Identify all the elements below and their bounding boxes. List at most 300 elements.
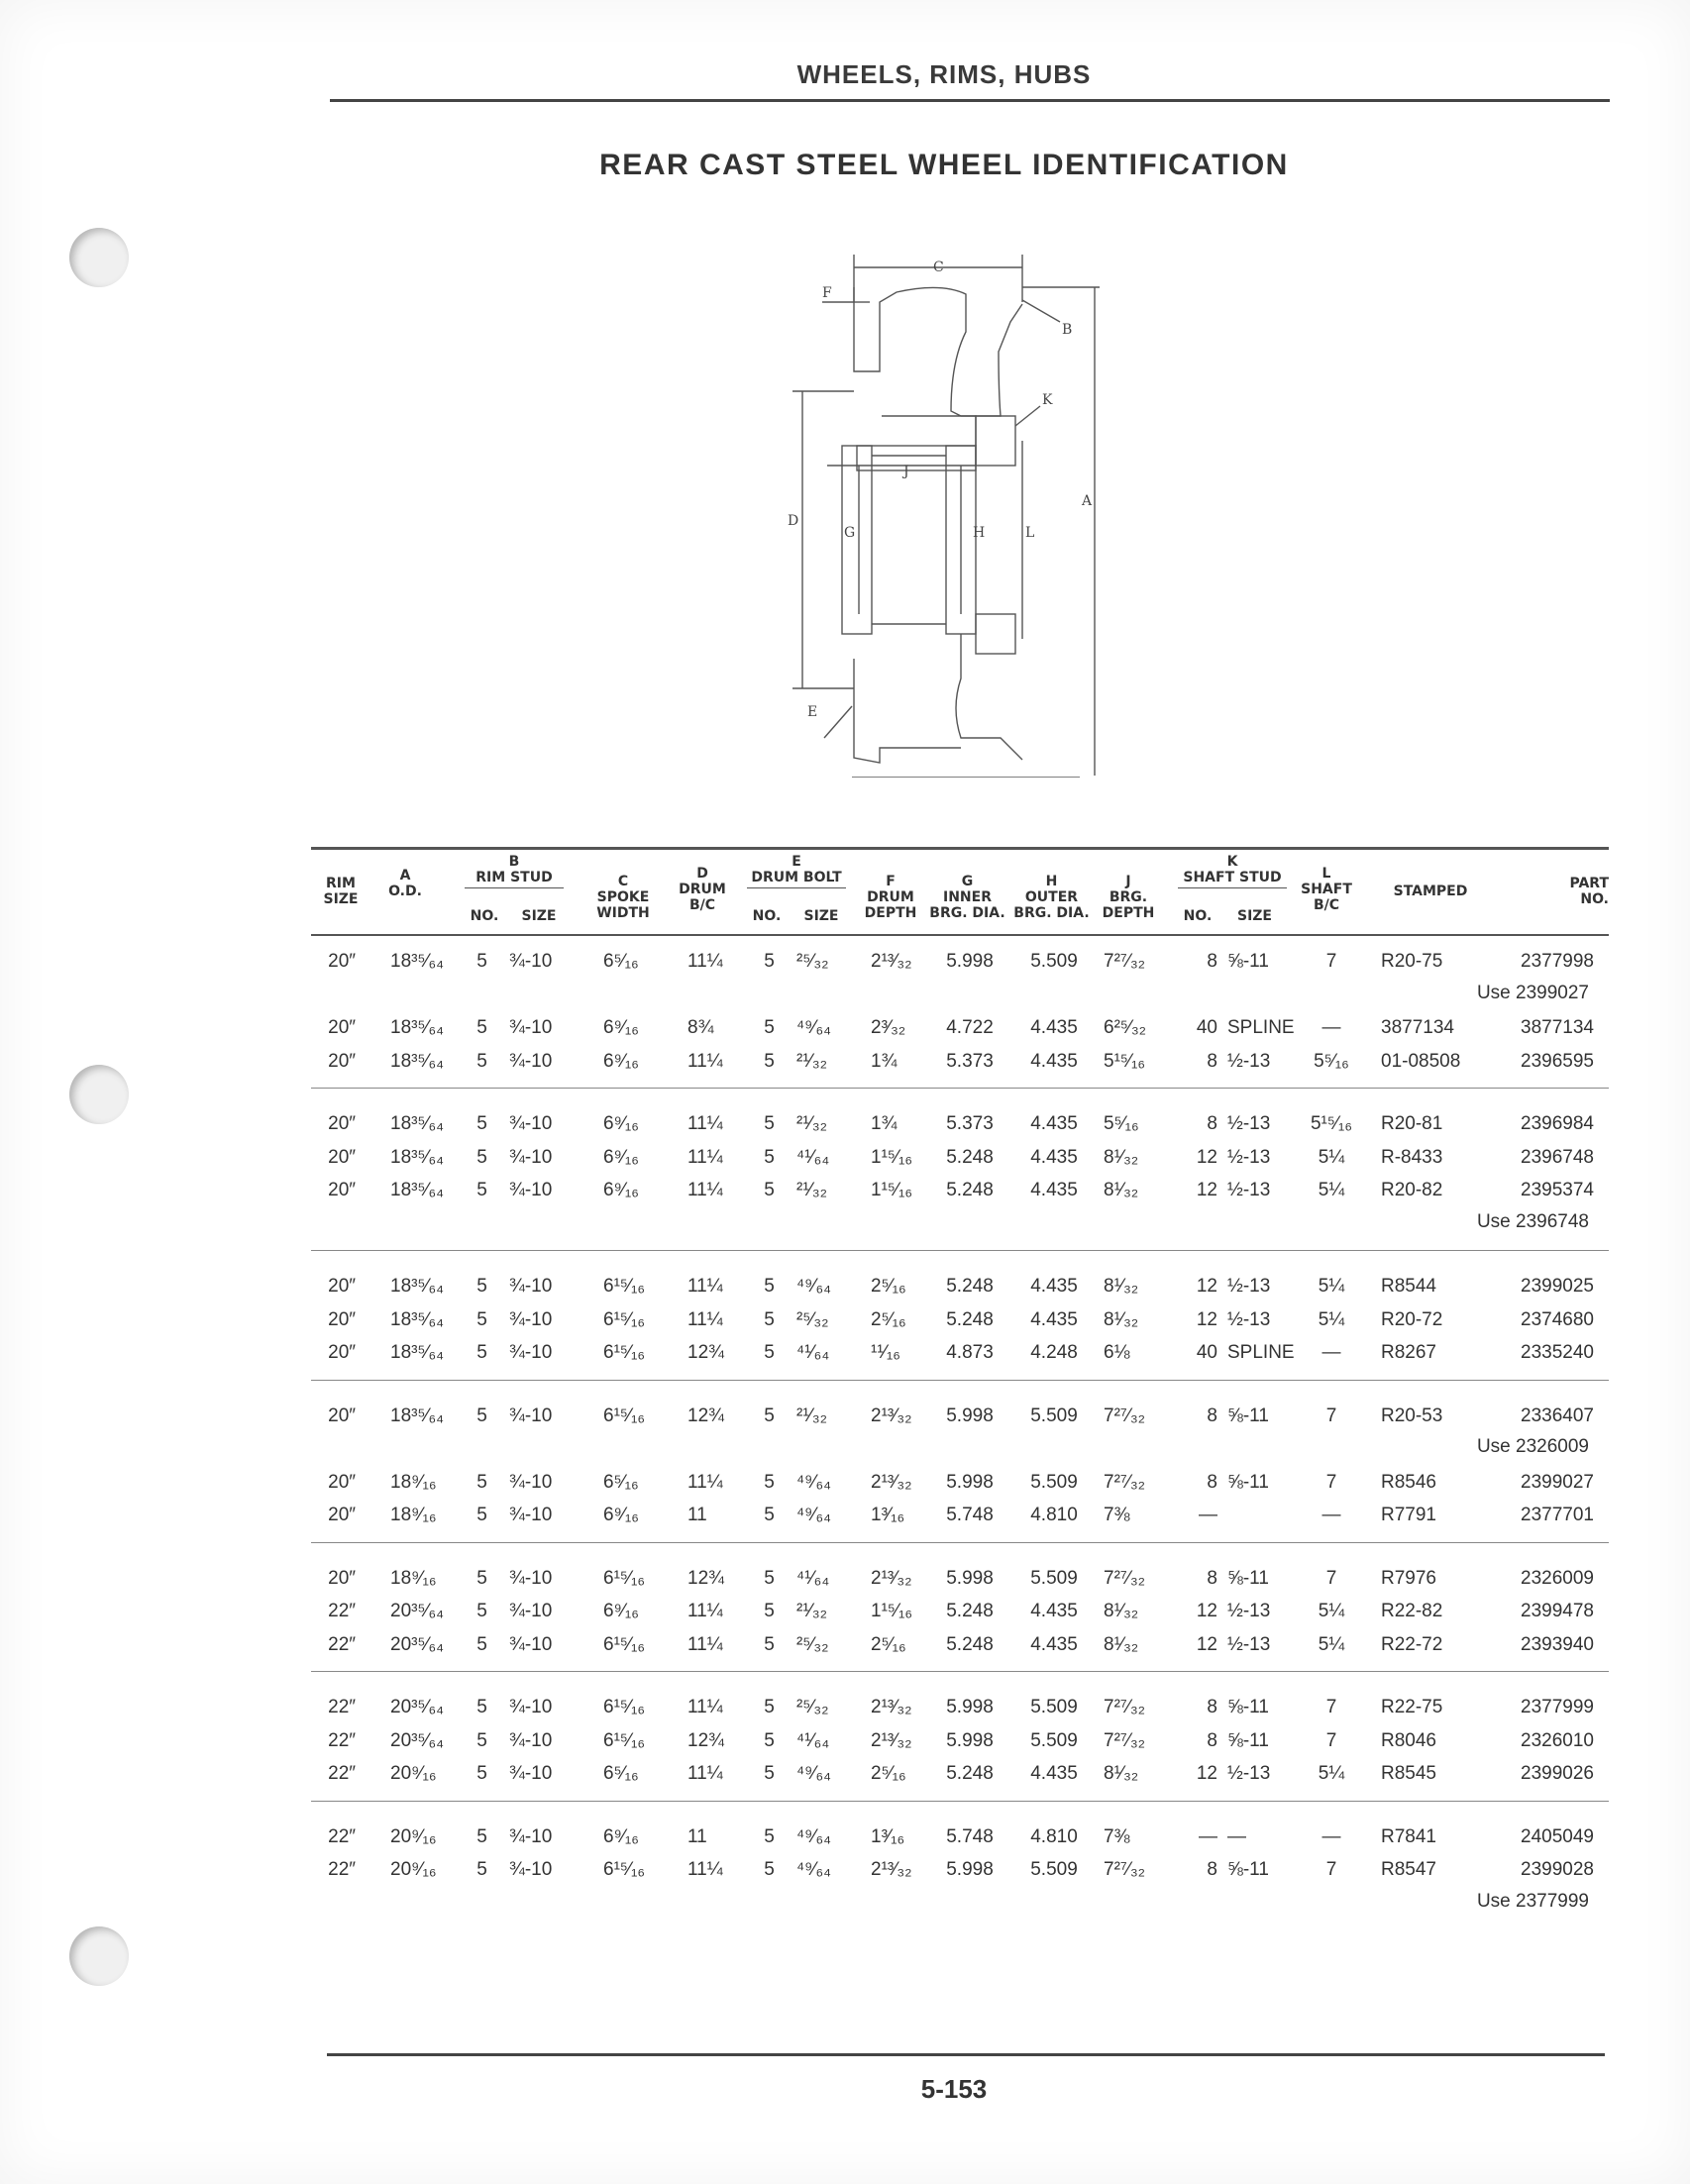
diagram-label-c: C xyxy=(933,260,944,275)
replacement-note: Use 2326009 xyxy=(1476,1436,1589,1457)
cell-g-inner-brg: 5.248 xyxy=(946,1276,994,1297)
cell-j-brg-depth: 8¹⁄₃₂ xyxy=(1104,1601,1139,1621)
cell-k-stud-no: 8 xyxy=(1207,1567,1217,1589)
cell-h-outer-brg: 5.509 xyxy=(1030,1471,1078,1493)
cell-d-drum-bc: 11 xyxy=(687,1825,707,1847)
cell-b-stud-no: 5 xyxy=(476,1308,487,1330)
cell-stamped: R20-82 xyxy=(1381,1180,1443,1200)
cell-e-bolt-size: ⁴⁹⁄₆₄ xyxy=(796,1825,831,1847)
cell-b-stud-size: ¾-10 xyxy=(509,1697,553,1717)
cell-d-drum-bc: 11¼ xyxy=(687,1859,723,1880)
cell-a-od: 18⁹⁄₁₆ xyxy=(390,1505,437,1525)
cell-f-drum-depth: 2⁵⁄₁₆ xyxy=(871,1308,906,1330)
cell-a-od: 18³⁵⁄₆₄ xyxy=(390,1180,444,1200)
diagram-label-e: E xyxy=(807,704,818,720)
cell-a-od: 18³⁵⁄₆₄ xyxy=(390,951,444,972)
cell-e-bolt-no: 5 xyxy=(764,1825,775,1847)
cell-d-drum-bc: 11¼ xyxy=(687,1113,723,1134)
cell-e-bolt-no: 5 xyxy=(764,1050,775,1072)
cell-d-drum-bc: 8¾ xyxy=(687,1017,714,1038)
cell-part-no: 3877134 xyxy=(1521,1017,1594,1038)
cell-h-outer-brg: 5.509 xyxy=(1030,1729,1078,1751)
cell-e-bolt-size: ²⁵⁄₃₂ xyxy=(796,1633,829,1655)
cell-b-stud-no: 5 xyxy=(476,1017,487,1038)
cell-k-stud-no: 8 xyxy=(1207,1697,1217,1717)
cell-j-brg-depth: 5¹⁵⁄₁₆ xyxy=(1104,1050,1146,1072)
diagram-label-f: F xyxy=(822,285,832,301)
table-row xyxy=(311,1017,1609,1051)
header-d: D DRUM B/C xyxy=(679,866,726,913)
group-divider xyxy=(311,1380,1609,1381)
cell-g-inner-brg: 5.998 xyxy=(946,1729,994,1751)
cell-b-stud-size: ¾-10 xyxy=(509,1308,553,1330)
cell-stamped: 3877134 xyxy=(1381,1017,1454,1038)
cell-b-stud-size: ¾-10 xyxy=(509,1567,553,1589)
cell-a-od: 18³⁵⁄₆₄ xyxy=(390,1017,444,1038)
cell-k-stud-size: ⅝-11 xyxy=(1227,1471,1269,1493)
cell-j-brg-depth: 8¹⁄₃₂ xyxy=(1104,1276,1139,1297)
cell-e-bolt-no: 5 xyxy=(764,1505,775,1525)
cell-b-stud-no: 5 xyxy=(476,1505,487,1525)
cell-l-shaft-bc: — xyxy=(1321,1017,1341,1038)
cell-g-inner-brg: 5.748 xyxy=(946,1505,994,1525)
cell-b-stud-size: ¾-10 xyxy=(509,1050,553,1072)
cell-f-drum-depth: 2¹³⁄₃₂ xyxy=(871,1697,912,1717)
cell-k-stud-size: ⅝-11 xyxy=(1227,951,1269,972)
cell-g-inner-brg: 5.998 xyxy=(946,1404,994,1426)
header-b-rule xyxy=(465,887,564,888)
cell-part-no: 2399025 xyxy=(1521,1276,1594,1297)
cell-d-drum-bc: 11¼ xyxy=(687,1471,723,1493)
cell-l-shaft-bc: 7 xyxy=(1325,1471,1337,1493)
cell-d-drum-bc: 11¼ xyxy=(687,1697,723,1717)
cell-part-no: 2377701 xyxy=(1521,1505,1594,1525)
cell-e-bolt-no: 5 xyxy=(764,1859,775,1880)
cell-f-drum-depth: 2⁵⁄₁₆ xyxy=(871,1276,906,1297)
cell-d-drum-bc: 11¼ xyxy=(687,1276,723,1297)
cell-a-od: 18³⁵⁄₆₄ xyxy=(390,1308,444,1330)
cell-a-od: 18³⁵⁄₆₄ xyxy=(390,1050,444,1072)
cell-part-no: 2335240 xyxy=(1521,1342,1594,1363)
cell-f-drum-depth: 2¹³⁄₃₂ xyxy=(871,1729,912,1751)
cell-b-stud-size: ¾-10 xyxy=(509,1404,553,1426)
cell-rim-size: 22″ xyxy=(328,1825,356,1847)
cell-g-inner-brg: 5.373 xyxy=(946,1050,994,1072)
cell-h-outer-brg: 4.435 xyxy=(1030,1180,1078,1200)
wheel-cross-section xyxy=(763,243,1129,778)
table-row xyxy=(311,1730,1609,1764)
cell-g-inner-brg: 5.248 xyxy=(946,1308,994,1330)
cell-f-drum-depth: 2¹³⁄₃₂ xyxy=(871,951,912,972)
table-row xyxy=(311,951,1609,985)
header-part-no: PART NO. xyxy=(1569,876,1609,907)
cell-rim-size: 22″ xyxy=(328,1697,356,1717)
cell-b-stud-no: 5 xyxy=(476,1180,487,1200)
cell-b-stud-no: 5 xyxy=(476,1859,487,1880)
header-k-size: SIZE xyxy=(1236,908,1272,924)
cell-c-spoke-width: 6⁹⁄₁₆ xyxy=(603,1017,639,1038)
cell-rim-size: 20″ xyxy=(328,1308,356,1330)
cell-stamped: R8547 xyxy=(1381,1859,1436,1880)
cell-k-stud-size: ½-13 xyxy=(1227,1180,1271,1200)
table-row xyxy=(311,1472,1609,1506)
cell-e-bolt-size: ⁴¹⁄₆₄ xyxy=(796,1342,830,1363)
cell-j-brg-depth: 8¹⁄₃₂ xyxy=(1104,1180,1139,1200)
table-row xyxy=(311,1405,1609,1439)
cell-c-spoke-width: 6⁹⁄₁₆ xyxy=(603,1113,639,1134)
cell-rim-size: 20″ xyxy=(328,1471,356,1493)
cell-e-bolt-no: 5 xyxy=(764,951,775,972)
cell-g-inner-brg: 5.748 xyxy=(946,1825,994,1847)
cell-f-drum-depth: 1³⁄₁₆ xyxy=(871,1505,905,1525)
cell-e-bolt-no: 5 xyxy=(764,1308,775,1330)
cell-h-outer-brg: 5.509 xyxy=(1030,1859,1078,1880)
header-bottom-rule xyxy=(311,934,1609,936)
cell-g-inner-brg: 4.873 xyxy=(946,1342,994,1363)
cell-a-od: 20³⁵⁄₆₄ xyxy=(390,1697,444,1717)
cell-stamped: R-8433 xyxy=(1381,1146,1443,1168)
cell-c-spoke-width: 6⁹⁄₁₆ xyxy=(603,1825,639,1847)
table-row xyxy=(311,1309,1609,1343)
cell-b-stud-size: ¾-10 xyxy=(509,1729,553,1751)
cell-d-drum-bc: 12¾ xyxy=(687,1342,724,1363)
cell-g-inner-brg: 5.998 xyxy=(946,1567,994,1589)
cell-j-brg-depth: 7²⁷⁄₃₂ xyxy=(1104,1567,1146,1589)
header-k-no: NO. xyxy=(1183,908,1213,924)
page-number: 5-153 xyxy=(920,2074,988,2104)
wheel-diagram xyxy=(763,243,1129,778)
cell-rim-size: 20″ xyxy=(328,1146,356,1168)
cell-h-outer-brg: 4.435 xyxy=(1030,1308,1078,1330)
header-rule xyxy=(330,99,1610,102)
cell-part-no: 2395374 xyxy=(1521,1180,1594,1200)
cell-e-bolt-no: 5 xyxy=(764,1633,775,1655)
cell-f-drum-depth: 1³⁄₁₆ xyxy=(871,1825,905,1847)
cell-stamped: R8046 xyxy=(1381,1729,1436,1751)
cell-e-bolt-no: 5 xyxy=(764,1601,775,1621)
header-h: H OUTER BRG. DIA. xyxy=(1013,874,1090,921)
cell-e-bolt-size: ⁴⁹⁄₆₄ xyxy=(796,1471,831,1493)
cell-d-drum-bc: 12¾ xyxy=(687,1567,724,1589)
cell-l-shaft-bc: 7 xyxy=(1325,1729,1337,1751)
cell-part-no: 2399028 xyxy=(1521,1859,1594,1880)
cell-h-outer-brg: 4.435 xyxy=(1030,1633,1078,1655)
cell-j-brg-depth: 8¹⁄₃₂ xyxy=(1104,1146,1139,1168)
cell-l-shaft-bc: — xyxy=(1321,1505,1341,1525)
table-row xyxy=(311,1147,1609,1181)
cell-rim-size: 20″ xyxy=(328,1276,356,1297)
cell-e-bolt-no: 5 xyxy=(764,1113,775,1134)
cell-a-od: 20⁹⁄₁₆ xyxy=(390,1859,437,1880)
cell-g-inner-brg: 5.248 xyxy=(946,1601,994,1621)
cell-rim-size: 22″ xyxy=(328,1763,356,1784)
table-row xyxy=(311,1568,1609,1602)
cell-e-bolt-size: ⁴¹⁄₆₄ xyxy=(796,1146,830,1168)
cell-b-stud-no: 5 xyxy=(476,1729,487,1751)
cell-k-stud-size: ½-13 xyxy=(1227,1763,1271,1784)
cell-stamped: R20-75 xyxy=(1381,951,1443,972)
cell-e-bolt-no: 5 xyxy=(764,1697,775,1717)
cell-e-bolt-no: 5 xyxy=(764,1342,775,1363)
cell-k-stud-size: ½-13 xyxy=(1227,1276,1271,1297)
cell-e-bolt-size: ²¹⁄₃₂ xyxy=(796,1180,827,1200)
cell-j-brg-depth: 6²⁵⁄₃₂ xyxy=(1104,1017,1147,1038)
cell-g-inner-brg: 5.998 xyxy=(946,1859,994,1880)
cell-g-inner-brg: 5.998 xyxy=(946,951,994,972)
cell-l-shaft-bc: 7 xyxy=(1325,1859,1337,1880)
cell-d-drum-bc: 11¼ xyxy=(687,1633,723,1655)
cell-l-shaft-bc: 7 xyxy=(1325,1697,1337,1717)
cell-c-spoke-width: 6¹⁵⁄₁₆ xyxy=(603,1567,646,1589)
cell-k-stud-no: 40 xyxy=(1196,1017,1217,1038)
cell-b-stud-size: ¾-10 xyxy=(509,1633,553,1655)
header-e-no: NO. xyxy=(752,908,782,924)
cell-k-stud-no: 8 xyxy=(1207,1729,1217,1751)
cell-k-stud-size: ½-13 xyxy=(1227,1113,1271,1134)
cell-d-drum-bc: 11¼ xyxy=(687,1601,723,1621)
cell-rim-size: 22″ xyxy=(328,1601,356,1621)
cell-k-stud-size: ⅝-11 xyxy=(1227,1567,1269,1589)
cell-k-stud-size: ½-13 xyxy=(1227,1601,1271,1621)
cell-k-stud-size: SPLINE xyxy=(1227,1342,1295,1363)
cell-l-shaft-bc: 5¼ xyxy=(1318,1763,1345,1784)
cell-part-no: 2393940 xyxy=(1521,1633,1594,1655)
cell-part-no: 2377998 xyxy=(1521,951,1594,972)
cell-e-bolt-size: ⁴¹⁄₆₄ xyxy=(796,1567,830,1589)
cell-b-stud-size: ¾-10 xyxy=(509,1180,553,1200)
cell-k-stud-no: 12 xyxy=(1196,1146,1217,1168)
header-k: K SHAFT STUD xyxy=(1183,854,1282,885)
cell-e-bolt-no: 5 xyxy=(764,1276,775,1297)
diagram-label-h: H xyxy=(973,525,986,541)
table-row xyxy=(311,1113,1609,1147)
cell-l-shaft-bc: 5¼ xyxy=(1318,1633,1345,1655)
cell-j-brg-depth: 6⅛ xyxy=(1104,1342,1130,1363)
cell-k-stud-no: 8 xyxy=(1207,951,1217,972)
cell-d-drum-bc: 11¼ xyxy=(687,1763,723,1784)
cell-a-od: 20³⁵⁄₆₄ xyxy=(390,1729,444,1751)
cell-rim-size: 22″ xyxy=(328,1633,356,1655)
cell-c-spoke-width: 6⁹⁄₁₆ xyxy=(603,1146,639,1168)
table-row xyxy=(311,1342,1609,1376)
cell-j-brg-depth: 8¹⁄₃₂ xyxy=(1104,1633,1139,1655)
hub-top xyxy=(857,446,976,470)
cell-c-spoke-width: 6¹⁵⁄₁₆ xyxy=(603,1342,646,1363)
cell-c-spoke-width: 6¹⁵⁄₁₆ xyxy=(603,1729,646,1751)
group-divider xyxy=(311,1088,1609,1089)
cell-e-bolt-no: 5 xyxy=(764,1017,775,1038)
cell-rim-size: 22″ xyxy=(328,1859,356,1880)
cell-f-drum-depth: 2¹³⁄₃₂ xyxy=(871,1859,912,1880)
cell-g-inner-brg: 5.248 xyxy=(946,1763,994,1784)
diagram-label-a: A xyxy=(1082,493,1093,509)
cell-k-stud-size: ⅝-11 xyxy=(1227,1859,1269,1880)
cell-rim-size: 20″ xyxy=(328,951,356,972)
cell-a-od: 18³⁵⁄₆₄ xyxy=(390,1146,444,1168)
cell-h-outer-brg: 5.509 xyxy=(1030,1567,1078,1589)
cell-e-bolt-no: 5 xyxy=(764,1729,775,1751)
cell-g-inner-brg: 4.722 xyxy=(946,1017,994,1038)
cell-d-drum-bc: 11¼ xyxy=(687,1180,723,1200)
header-k-rule xyxy=(1178,887,1287,888)
cell-b-stud-no: 5 xyxy=(476,1763,487,1784)
cell-part-no: 2377999 xyxy=(1521,1697,1594,1717)
cell-k-stud-size: ½-13 xyxy=(1227,1050,1271,1072)
cell-j-brg-depth: 7²⁷⁄₃₂ xyxy=(1104,951,1146,972)
cell-a-od: 18³⁵⁄₆₄ xyxy=(390,1113,444,1134)
cell-stamped: R8544 xyxy=(1381,1276,1436,1297)
cell-g-inner-brg: 5.998 xyxy=(946,1471,994,1493)
cell-k-stud-size: ⅝-11 xyxy=(1227,1404,1269,1426)
group-divider xyxy=(311,1250,1609,1251)
cell-part-no: 2396595 xyxy=(1521,1050,1594,1072)
table-row xyxy=(311,1180,1609,1213)
diagram-label-b: B xyxy=(1062,322,1073,338)
cell-b-stud-size: ¾-10 xyxy=(509,1146,553,1168)
binder-hole xyxy=(69,228,129,287)
cell-h-outer-brg: 5.509 xyxy=(1030,1697,1078,1717)
cell-part-no: 2326010 xyxy=(1521,1729,1594,1751)
cell-h-outer-brg: 4.248 xyxy=(1030,1342,1078,1363)
cell-h-outer-brg: 4.435 xyxy=(1030,1763,1078,1784)
table-row xyxy=(311,1505,1609,1538)
cell-e-bolt-no: 5 xyxy=(764,1567,775,1589)
cell-rim-size: 20″ xyxy=(328,1505,356,1525)
cell-a-od: 20³⁵⁄₆₄ xyxy=(390,1601,444,1621)
cell-h-outer-brg: 4.435 xyxy=(1030,1017,1078,1038)
cell-f-drum-depth: 1¹⁵⁄₁₆ xyxy=(871,1180,913,1200)
cell-c-spoke-width: 6⁹⁄₁₆ xyxy=(603,1505,639,1525)
cell-k-stud-no: 8 xyxy=(1207,1859,1217,1880)
replacement-note: Use 2399027 xyxy=(1476,982,1589,1003)
cell-j-brg-depth: 7²⁷⁄₃₂ xyxy=(1104,1404,1146,1426)
cell-c-spoke-width: 6¹⁵⁄₁₆ xyxy=(603,1308,646,1330)
cell-part-no: 2336407 xyxy=(1521,1404,1594,1426)
cell-f-drum-depth: 2¹³⁄₃₂ xyxy=(871,1567,912,1589)
cell-part-no: 2396748 xyxy=(1521,1146,1594,1168)
section-header: WHEELS, RIMS, HUBS xyxy=(796,59,1092,89)
cell-stamped: R20-53 xyxy=(1381,1404,1443,1426)
cell-stamped: 01-08508 xyxy=(1381,1050,1461,1072)
cell-g-inner-brg: 5.998 xyxy=(946,1697,994,1717)
cell-stamped: R22-82 xyxy=(1381,1601,1443,1621)
cell-k-stud-no: — xyxy=(1199,1505,1217,1525)
cell-stamped: R20-81 xyxy=(1381,1113,1443,1134)
cell-e-bolt-no: 5 xyxy=(764,1404,775,1426)
cell-f-drum-depth: 1¾ xyxy=(871,1113,898,1134)
cell-j-brg-depth: 7²⁷⁄₃₂ xyxy=(1104,1729,1146,1751)
cell-l-shaft-bc: 7 xyxy=(1325,951,1337,972)
header-j: J BRG. DEPTH xyxy=(1102,874,1155,921)
header-stamped: STAMPED xyxy=(1393,884,1468,899)
cell-l-shaft-bc: 7 xyxy=(1325,1404,1337,1426)
cell-part-no: 2399478 xyxy=(1521,1601,1594,1621)
cell-k-stud-no: 40 xyxy=(1196,1342,1217,1363)
cell-h-outer-brg: 5.509 xyxy=(1030,951,1078,972)
cell-h-outer-brg: 4.435 xyxy=(1030,1146,1078,1168)
cell-b-stud-no: 5 xyxy=(476,1825,487,1847)
cell-f-drum-depth: 2¹³⁄₃₂ xyxy=(871,1471,912,1493)
cell-stamped: R8545 xyxy=(1381,1763,1436,1784)
cell-f-drum-depth: 2⁵⁄₁₆ xyxy=(871,1633,906,1655)
cell-d-drum-bc: 11¼ xyxy=(687,1050,723,1072)
cell-part-no: 2396984 xyxy=(1521,1113,1594,1134)
table-row xyxy=(311,1826,1609,1860)
cell-d-drum-bc: 11¼ xyxy=(687,951,723,972)
cell-b-stud-size: ¾-10 xyxy=(509,1763,553,1784)
cell-rim-size: 20″ xyxy=(328,1050,356,1072)
cell-e-bolt-size: ²¹⁄₃₂ xyxy=(796,1404,827,1426)
cell-e-bolt-no: 5 xyxy=(764,1146,775,1168)
cell-b-stud-size: ¾-10 xyxy=(509,951,553,972)
cell-k-stud-size: — xyxy=(1227,1825,1246,1847)
cell-b-stud-size: ¾-10 xyxy=(509,1601,553,1621)
cell-b-stud-size: ¾-10 xyxy=(509,1276,553,1297)
cell-j-brg-depth: 7²⁷⁄₃₂ xyxy=(1104,1697,1146,1717)
cell-k-stud-no: — xyxy=(1199,1825,1217,1847)
cell-b-stud-no: 5 xyxy=(476,1471,487,1493)
cell-c-spoke-width: 6¹⁵⁄₁₆ xyxy=(603,1697,646,1717)
cell-f-drum-depth: 2⁵⁄₁₆ xyxy=(871,1763,906,1784)
cell-b-stud-no: 5 xyxy=(476,1113,487,1134)
header-b: B RIM STUD xyxy=(475,854,553,885)
cell-k-stud-no: 12 xyxy=(1196,1633,1217,1655)
cell-a-od: 18³⁵⁄₆₄ xyxy=(390,1404,444,1426)
cell-a-od: 20³⁵⁄₆₄ xyxy=(390,1633,444,1655)
cell-k-stud-no: 12 xyxy=(1196,1180,1217,1200)
cell-l-shaft-bc: 5¼ xyxy=(1318,1146,1345,1168)
cell-k-stud-size: SPLINE xyxy=(1227,1017,1295,1038)
cell-k-stud-no: 12 xyxy=(1196,1763,1217,1784)
cell-k-stud-no: 8 xyxy=(1207,1113,1217,1134)
header-e-size: SIZE xyxy=(803,908,839,924)
cell-f-drum-depth: ¹¹⁄₁₆ xyxy=(871,1342,900,1363)
table-row xyxy=(311,1763,1609,1797)
cell-j-brg-depth: 7²⁷⁄₃₂ xyxy=(1104,1471,1146,1493)
cell-b-stud-no: 5 xyxy=(476,1404,487,1426)
cell-j-brg-depth: 8¹⁄₃₂ xyxy=(1104,1308,1139,1330)
cell-j-brg-depth: 8¹⁄₃₂ xyxy=(1104,1763,1139,1784)
cell-stamped: R8267 xyxy=(1381,1342,1436,1363)
cell-c-spoke-width: 6⁹⁄₁₆ xyxy=(603,1601,639,1621)
cell-f-drum-depth: 2³⁄₃₂ xyxy=(871,1017,906,1038)
group-divider xyxy=(311,1801,1609,1802)
cell-rim-size: 20″ xyxy=(328,1180,356,1200)
cell-g-inner-brg: 5.373 xyxy=(946,1113,994,1134)
table-row xyxy=(311,1601,1609,1634)
cell-c-spoke-width: 6¹⁵⁄₁₆ xyxy=(603,1859,646,1880)
cell-l-shaft-bc: 5¼ xyxy=(1318,1276,1345,1297)
replacement-note: Use 2396748 xyxy=(1476,1210,1589,1232)
table-header xyxy=(311,854,1609,933)
cell-b-stud-no: 5 xyxy=(476,1276,487,1297)
cell-h-outer-brg: 4.810 xyxy=(1030,1505,1078,1525)
cell-d-drum-bc: 12¾ xyxy=(687,1404,724,1426)
cell-l-shaft-bc: 5¼ xyxy=(1318,1180,1345,1200)
header-l: L SHAFT B/C xyxy=(1301,866,1352,913)
cell-h-outer-brg: 4.810 xyxy=(1030,1825,1078,1847)
cell-g-inner-brg: 5.248 xyxy=(946,1146,994,1168)
header-b-no: NO. xyxy=(470,908,499,924)
diagram-label-k: K xyxy=(1042,392,1053,408)
table-row xyxy=(311,1276,1609,1309)
cell-stamped: R7976 xyxy=(1381,1567,1436,1589)
cell-a-od: 18⁹⁄₁₆ xyxy=(390,1567,437,1589)
cell-h-outer-brg: 5.509 xyxy=(1030,1404,1078,1426)
cell-e-bolt-size: ⁴¹⁄₆₄ xyxy=(796,1729,830,1751)
cell-e-bolt-size: ⁴⁹⁄₆₄ xyxy=(796,1859,831,1880)
diagram-label-d: D xyxy=(788,513,799,529)
